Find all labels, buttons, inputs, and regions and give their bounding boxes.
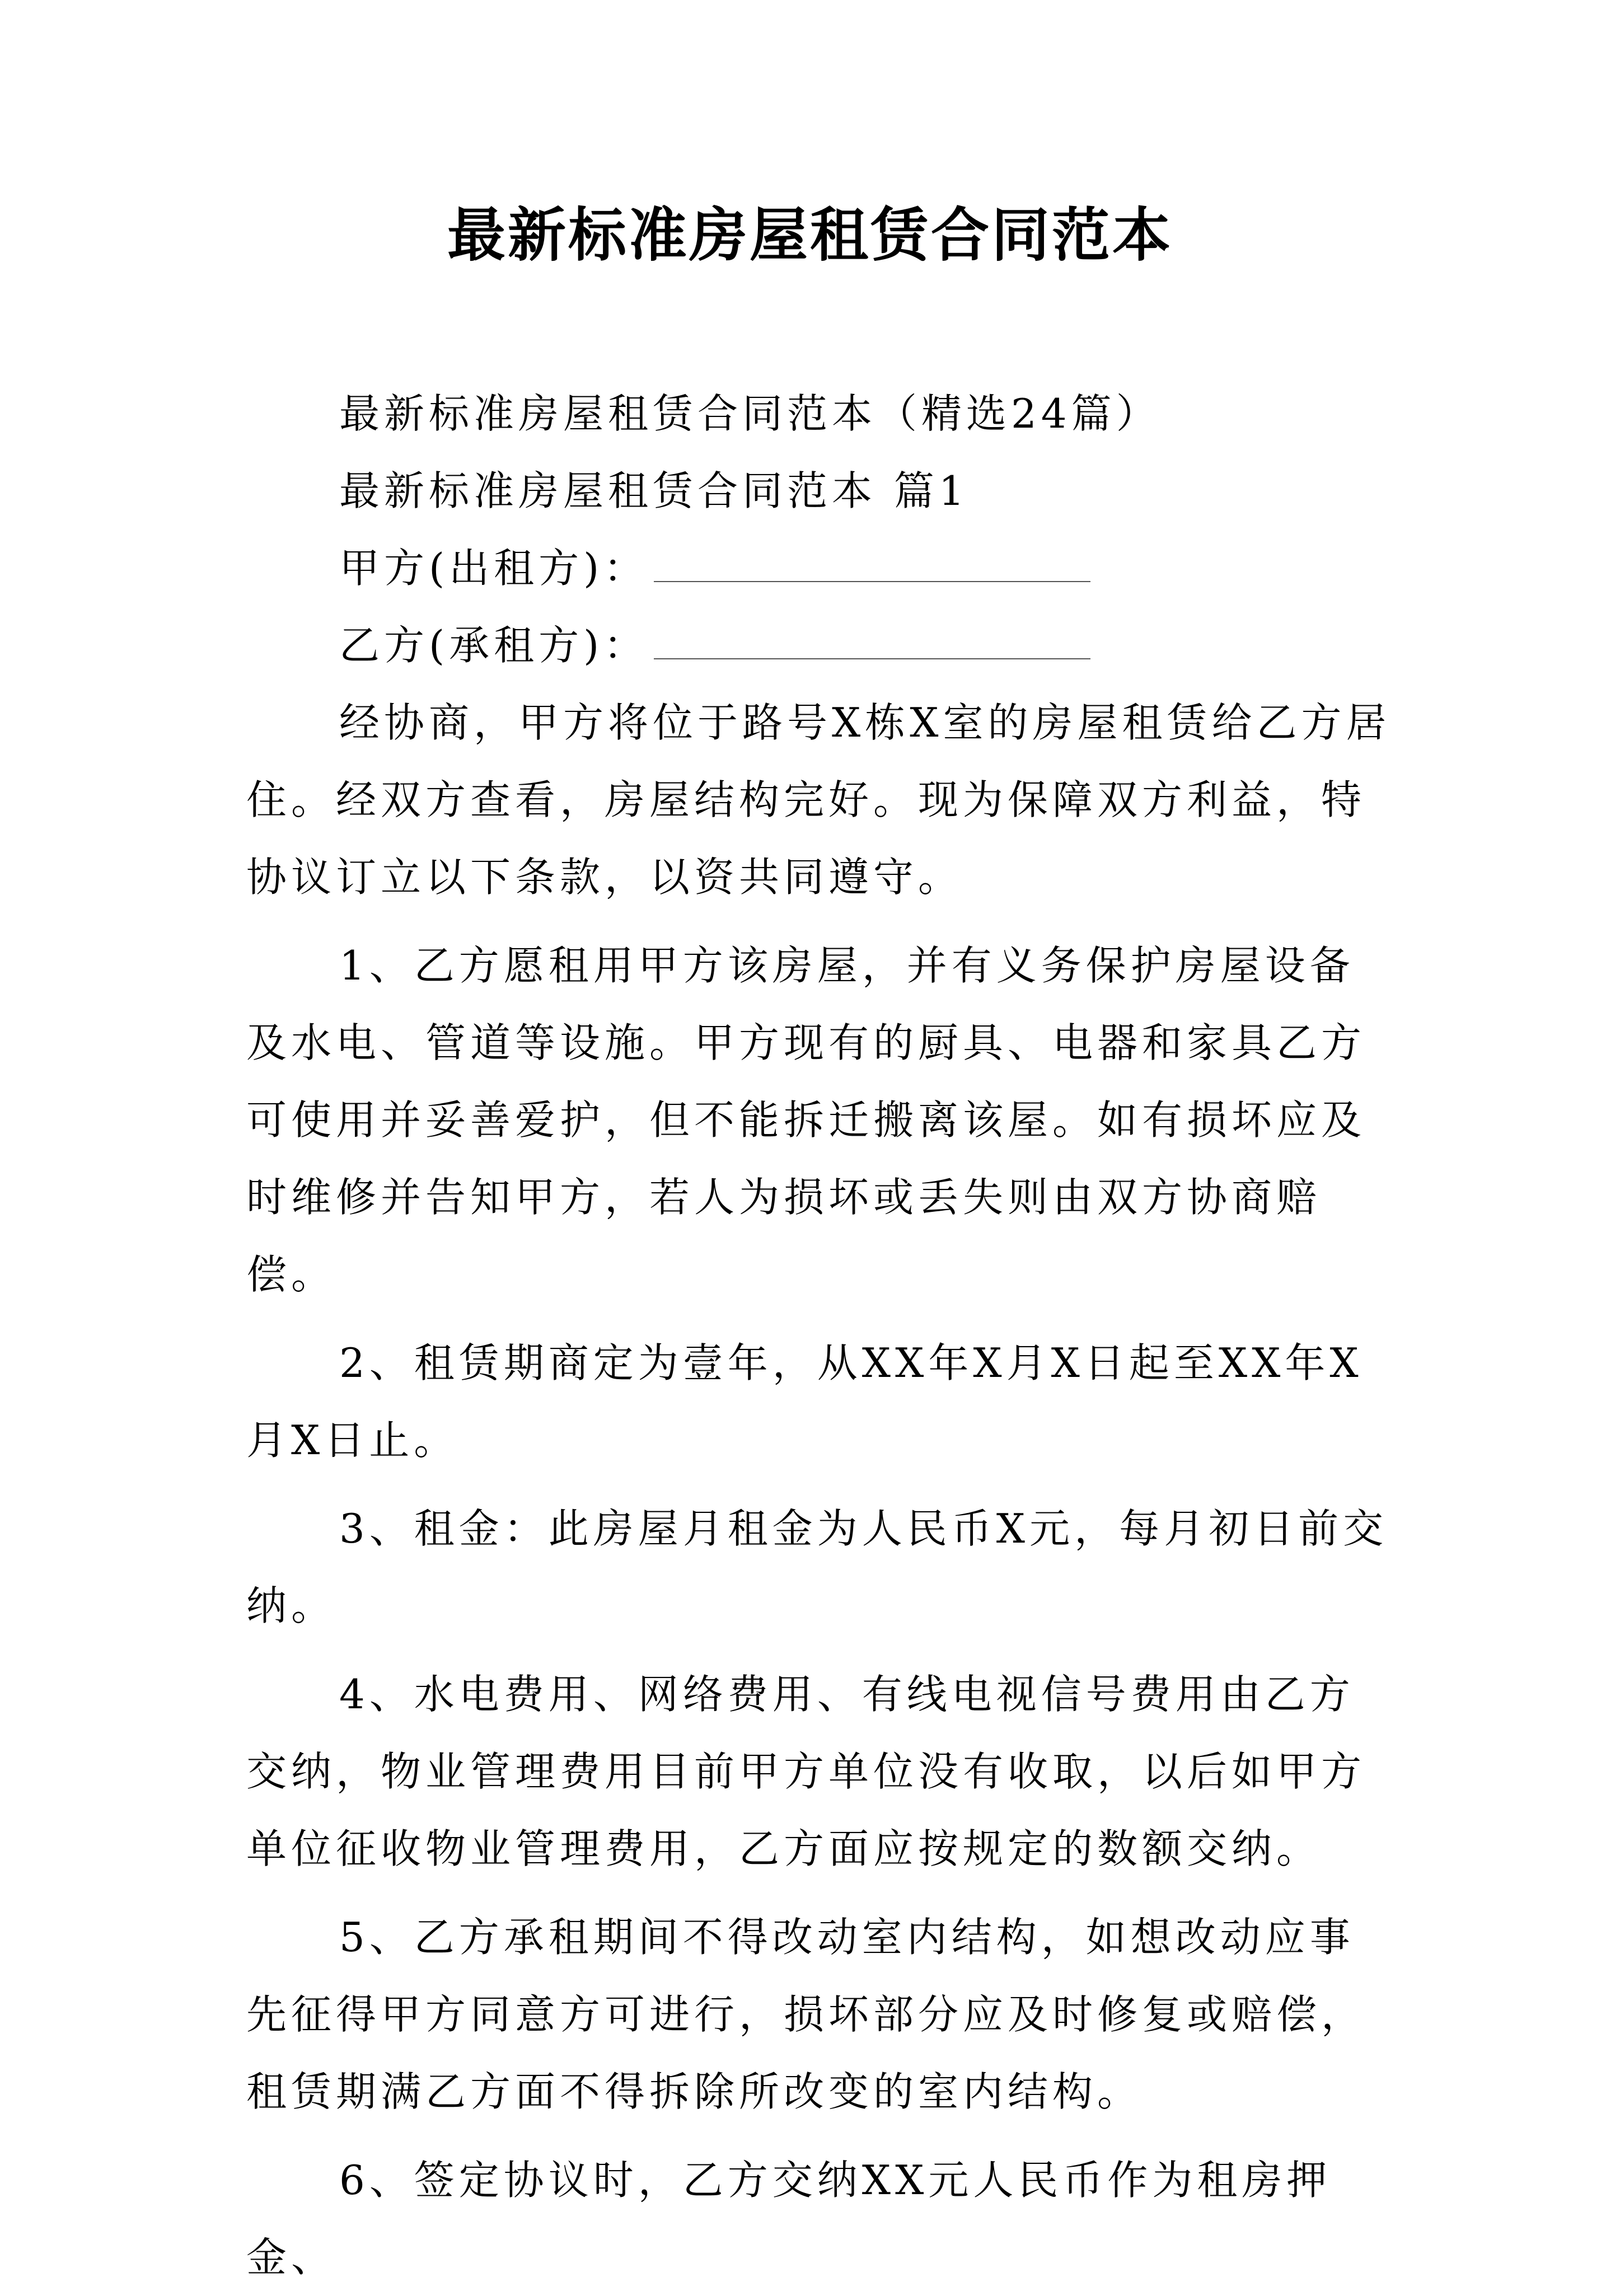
party-a-label: 甲方(出租方)： [339, 545, 649, 592]
subtitle: 最新标准房屋租赁合同范本（精选24篇） [339, 390, 1161, 437]
paragraph-clause-4 [246, 1656, 1394, 1887]
paragraph-clause-1 [246, 927, 1394, 1313]
document-title: 最新标准房屋租赁合同范本 [447, 201, 1173, 269]
party-b-line [246, 607, 1394, 684]
paragraph-intro [246, 684, 1394, 916]
document-body [246, 375, 1394, 2296]
party-b-label: 乙方(承租方)： [339, 622, 649, 669]
paragraph-text: 5、乙方承租期间不得改动室内结构，如想改动应事先征得甲方同意方可进行，损坏部分应及时修复或赔偿，租赁期满乙方面不得拆除所改变的室内结构。 [246, 1914, 1366, 2115]
paragraph-clause-6 [246, 2142, 1394, 2296]
paragraph-text: 3、租金：此房屋月租金为人民币X元，每月初日前交纳。 [246, 1505, 1388, 1629]
party-b-blank [654, 621, 1090, 659]
paragraph-clause-3 [246, 1490, 1394, 1644]
section-heading: 最新标准房屋租赁合同范本 篇1 [339, 467, 969, 514]
paragraph-text: 4、水电费用、网络费用、有线电视信号费用由乙方交纳，物业管理费用目前甲方单位没有收取，以后如甲方单位征收物业管理费用，乙方面应按规定的数额交纳。 [246, 1671, 1366, 1872]
paragraph-text: 1、乙方愿租用甲方该房屋，并有义务保护房屋设备及水电、管道等设施。甲方现有的厨具、电器和家具乙方可使用并妥善爱护，但不能拆迁搬离该屋。如有损坏应及时维修并告知甲方，若人为损坏或丢失则由双方协商赔偿。 [246, 942, 1366, 1298]
paragraph-clause-5 [246, 1899, 1394, 2130]
paragraph-text: 经协商，甲方将位于路号X栋X室的房屋租赁给乙方居住。经双方查看，房屋结构完好。现为保障双方利益，特协议订立以下条款，以资共同遵守。 [246, 699, 1391, 901]
party-a-blank [654, 544, 1090, 582]
paragraph-clause-2 [246, 1324, 1394, 1479]
paragraph-text: 2、租赁期商定为壹年，从XX年X月X日起至XX年X月X日止。 [246, 1339, 1363, 1464]
party-a-line [246, 530, 1394, 607]
paragraph-text: 6、签定协议时，乙方交纳XX元人民币作为租房押金、 [246, 2157, 1332, 2281]
